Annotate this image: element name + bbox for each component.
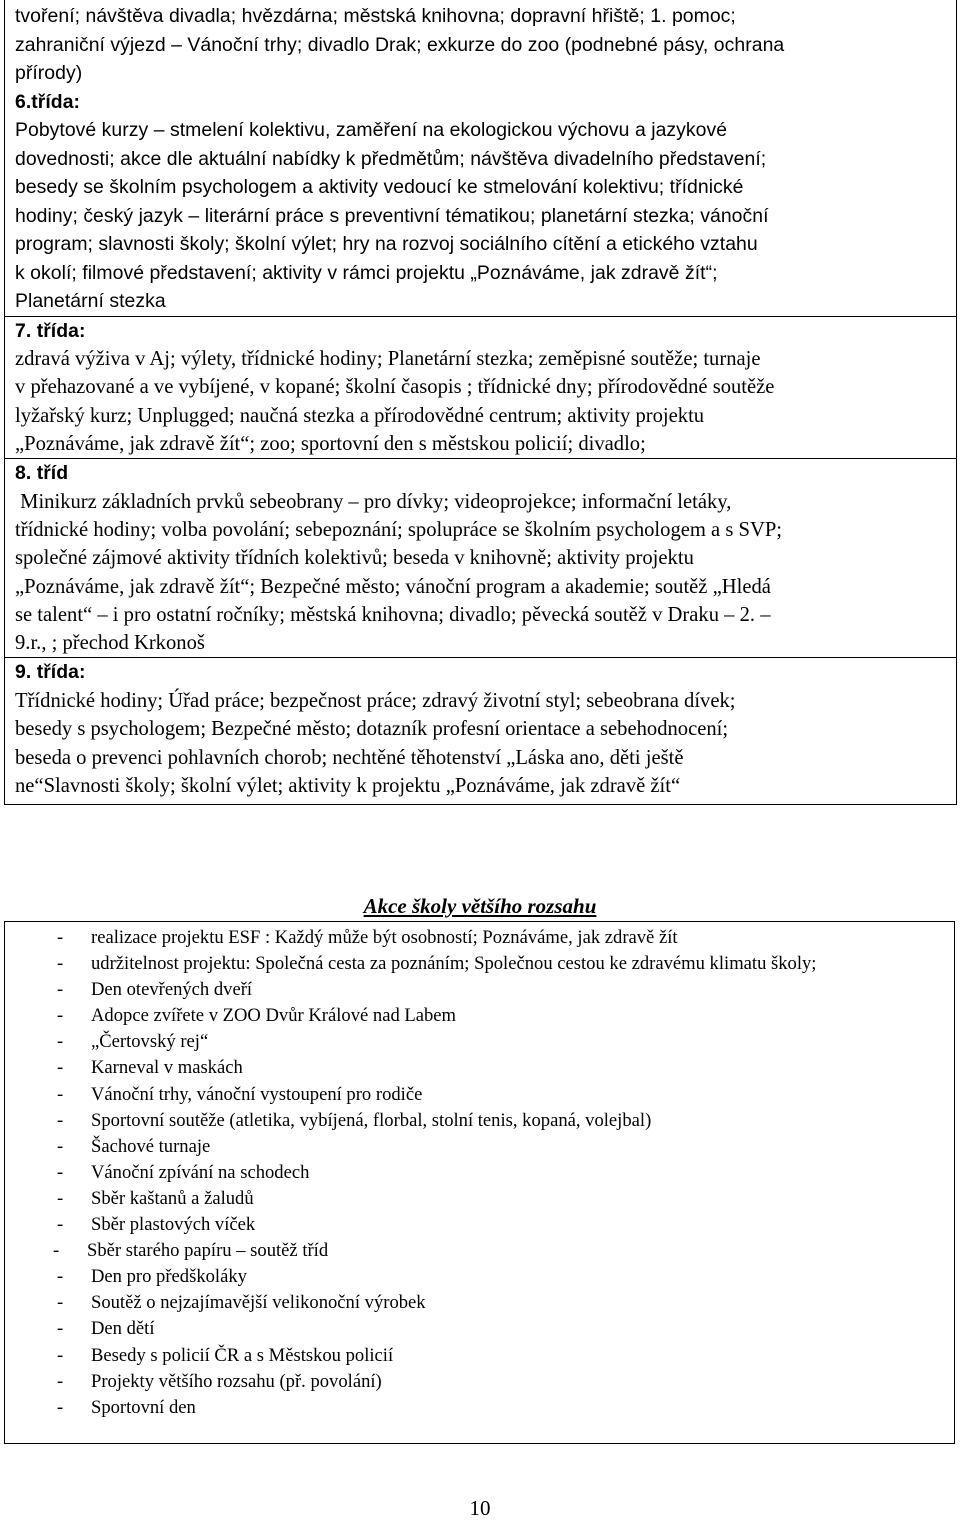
cell-line: „Poznáváme, jak zdravě žít“; Bezpečné město; vánoční program a akademie; soutěž „Hledá (15, 575, 771, 598)
list-item-text: Den otevřených dveří (91, 979, 253, 1001)
cell-line: Planetární stezka (15, 290, 166, 312)
cell-line: společné zájmové aktivity třídních kolektivů; beseda v knihovně; aktivity projektu (15, 547, 694, 570)
list-item (55, 1160, 935, 1186)
list-item (55, 1186, 935, 1212)
grade-cell-8 (5, 459, 956, 658)
grade-heading-8: 8. tříd (15, 462, 69, 485)
dash: - (57, 1292, 64, 1314)
list-item (55, 1212, 935, 1238)
list-item (55, 1395, 935, 1421)
cell-line: třídnické hodiny; volba povolání; sebepoznání; spolupráce se školním psychologem a s SVP; (15, 518, 782, 541)
cell-line: dovednosti; akce dle aktuální nabídky k předmětům; návštěva divadelního představení; (15, 147, 767, 170)
list-item (55, 1134, 935, 1160)
cell-line: k okolí; filmové představení; aktivity v rámci projektu „Poznáváme, jak zdravě žít“; (15, 261, 718, 284)
list-item-text: Den pro předškoláky (91, 1266, 247, 1288)
dash: - (57, 1318, 64, 1340)
cell-line: zdravá výživa v Aj; výlety, třídnické hodiny; Planetární stezka; zeměpisné soutěže; turnaje (15, 348, 761, 370)
list-item-text: Soutěž o nejzajímavější velikonoční výrobek (91, 1292, 426, 1314)
dash: - (57, 1057, 64, 1079)
cell-line: tvoření; návštěva divadla; hvězdárna; městská knihovna; dopravní hřiště; 1. pomoc; (15, 5, 736, 27)
grades-table (4, 0, 957, 805)
list-item-text: Sportovní soutěže (atletika, vybíjená, florbal, stolní tenis, kopaná, volejbal) (91, 1109, 652, 1131)
list-item (55, 1055, 935, 1081)
akce-box (4, 921, 955, 1444)
dash: - (57, 1187, 64, 1209)
list-item-text: Den dětí (91, 1318, 155, 1340)
grade-cell-prev (5, 0, 956, 317)
list-item-text: Sběr kaštanů a žaludů (91, 1187, 254, 1209)
dash: - (57, 953, 64, 975)
dash: - (57, 1266, 64, 1288)
cell-line: zahraniční výjezd – Vánoční trhy; divadlo Drak; exkurze do zoo (podnebné pásy, ochrana (15, 33, 785, 56)
cell-line: Pobytové kurzy – stmelení kolektivu, zaměření na ekologickou výchovu a jazykové (15, 119, 728, 141)
list-item-text: Sběr plastových víček (91, 1214, 256, 1236)
cell-line: Třídnické hodiny; Úřad práce; bezpečnost práce; zdravý životní styl; sebeobrana dívek; (15, 689, 736, 712)
dash: - (57, 1031, 64, 1053)
list-item-text: Adopce zvířete v ZOO Dvůr Králové nad Labem (91, 1005, 457, 1027)
dash: - (57, 1083, 64, 1105)
list-item (55, 1290, 935, 1316)
grade-heading-7: 7. třída: (15, 319, 86, 342)
dash: - (57, 1370, 64, 1392)
list-item (55, 1108, 935, 1134)
list-item (55, 1003, 935, 1029)
dash: - (57, 1161, 64, 1183)
cell-line: „Poznáváme, jak zdravě žít“; zoo; sportovní den s městskou policií; divadlo; (15, 432, 646, 455)
cell-line: beseda o prevenci pohlavních chorob; nechtěné těhotenství „Láska ano, děti ještě (15, 746, 684, 769)
cell-line: v přehazované a ve vybíjené, v kopané; školní časopis ; třídnické dny; přírodovědné soutěže (15, 376, 775, 399)
list-item (55, 1082, 935, 1108)
list-item-text: Sběr starého papíru – soutěž tříd (87, 1240, 329, 1262)
list-item-text: Vánoční zpívání na schodech (91, 1161, 310, 1183)
list-item (55, 1343, 935, 1369)
grade-cell-7 (5, 317, 956, 460)
dash: - (57, 1396, 64, 1418)
cell-line: Minikurz základních prvků sebeobrany – pro dívky; videoprojekce; informační letáky, (15, 490, 732, 513)
list-item (51, 1238, 935, 1264)
dash: - (53, 1240, 60, 1262)
cell-line: přírody) (15, 62, 83, 84)
cell-line: 9.r., ; přechod Krkonoš (15, 632, 205, 655)
cell-line: program; slavnosti školy; školní výlet; hry na rozvoj sociálního cítění a etického vztahu (15, 233, 758, 255)
dash: - (57, 1109, 64, 1131)
list-item-text: Projekty většího rozsahu (př. povolání) (91, 1370, 382, 1392)
section-title: Akce školy většího rozsahu (363, 894, 597, 918)
grade-cell-9 (5, 658, 956, 805)
dash: - (57, 1005, 64, 1027)
dash: - (57, 1135, 64, 1157)
list-item-text: Šachové turnaje (91, 1135, 211, 1157)
akce-list (55, 925, 935, 1421)
list-item-text: Karneval v maskách (91, 1057, 243, 1079)
dash: - (57, 1344, 64, 1366)
list-item-text: udržitelnost projektu: Společná cesta za poznáním; Společnou cestou ke zdravému klimatu školy; (91, 953, 817, 975)
cell-line: besedy se školním psychologem a aktivity vedoucí ke stmelování kolektivu; třídnické (15, 176, 744, 198)
list-item (55, 1316, 935, 1342)
cell-line: se talent“ – i pro ostatní ročníky; městská knihovna; divadlo; pěvecká soutěž v Draku – 2. – (15, 603, 771, 626)
list-item (55, 1369, 935, 1395)
cell-line: hodiny; český jazyk – literární práce s preventivní tématikou; planetární stezka; vánoční (15, 204, 769, 227)
list-item-text: Sportovní den (91, 1396, 196, 1418)
dash: - (57, 979, 64, 1001)
grade-heading-6: 6.třída: (15, 90, 81, 113)
list-item-text: Vánoční trhy, vánoční vystoupení pro rodiče (91, 1083, 423, 1105)
list-item (55, 1264, 935, 1290)
list-item-text: realizace projektu ESF : Každý může být osobností; Poznáváme, jak zdravě žít (91, 927, 678, 948)
list-item-text: Besedy s policií ČR a s Městskou policií (91, 1344, 394, 1366)
list-item-text: „Čertovský rej“ (91, 1031, 209, 1053)
list-item (55, 925, 935, 951)
list-item (55, 977, 935, 1003)
list-item (55, 951, 935, 977)
cell-line: ne“Slavnosti školy; školní výlet; aktivity k projektu „Poznáváme, jak zdravě žít“ (15, 774, 681, 797)
list-item (55, 1029, 935, 1055)
cell-line: besedy s psychologem; Bezpečné město; dotazník profesní orientace a sebehodnocení; (15, 718, 729, 741)
cell-line: lyžařský kurz; Unplugged; naučná stezka a přírodovědné centrum; aktivity projektu (15, 404, 705, 427)
dash: - (57, 927, 64, 948)
dash: - (57, 1214, 64, 1236)
grade-heading-9: 9. třída: (15, 661, 86, 684)
page-number: 10 (469, 1496, 491, 1520)
